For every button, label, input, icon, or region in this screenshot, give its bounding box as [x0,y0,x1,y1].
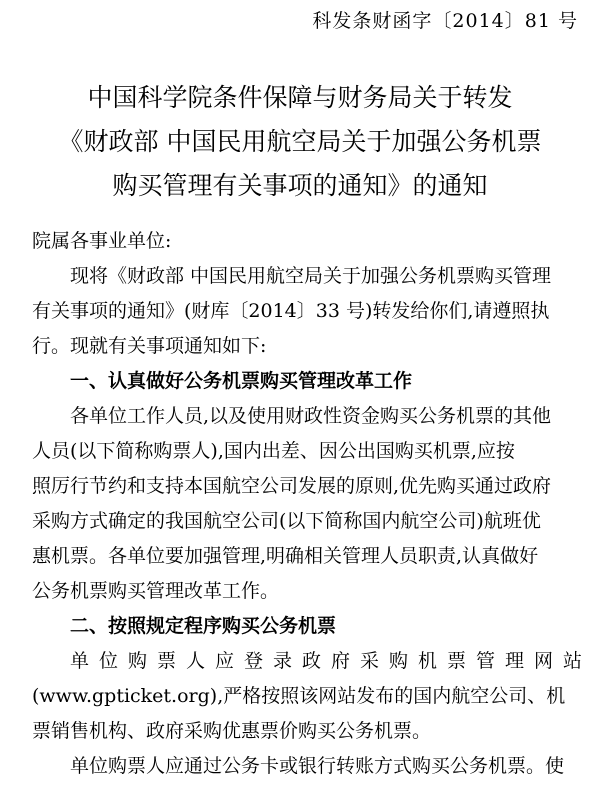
document-title [0,76,600,208]
section-1-line-4: 采购方式确定的我国航空公司(以下简称国内航空公司)航班优 [32,510,541,532]
title-line-1: 中国科学院条件保障与财务局关于转发 [87,83,513,112]
document-number: 科发条财函字〔2014〕81 号 [312,10,578,32]
section-1-line-2: 人员(以下简称购票人),国内出差、因公出国购买机票,应按 [32,440,515,462]
intro-line-3: 行。现就有关事项通知如下: [32,335,267,357]
section-1-line-1: 各单位工作人员,以及使用财政性资金购买公务机票的其他 [70,405,552,427]
document-body [32,224,593,784]
section-1-line-3: 照厉行节约和支持本国航空公司发展的原则,优先购买通过政府 [32,475,552,497]
section-2-heading: 二、按照规定程序购买公务机票 [70,615,337,637]
section-2-p2-line-1: 单位购票人应通过公务卡或银行转账方式购买公务机票。使 [70,755,565,777]
section-1-line-6: 公务机票购买管理改革工作。 [32,580,280,602]
intro-line-1: 现将《财政部 中国民用航空局关于加强公务机票购买管理 [70,265,552,287]
section-2-paragraph-2 [32,749,580,784]
title-line-2: 《财政部 中国民用航空局关于加强公务机票 [58,127,542,156]
section-2-p1-line-2: (www.gpticket.org),严格按照该网站发布的国内航空公司、机 [32,685,566,707]
section-1-heading: 一、认真做好公务机票购买管理改革工作 [70,370,413,392]
salutation: 院属各事业单位: [32,230,172,252]
section-1-paragraph [32,399,580,609]
section-2-p1-line-3: 票销售机构、政府采购优惠票价购买公务机票。 [32,720,432,742]
title-line-3: 购买管理有关事项的通知》的通知 [112,171,488,200]
section-2-p1-line-1: 单位购票人应登录政府采购机票管理网站 [70,650,593,672]
section-1-line-5: 惠机票。各单位要加强管理,明确相关管理人员职责,认真做好 [32,545,539,567]
intro-line-2: 有关事项的通知》(财库〔2014〕33 号)转发给你们,请遵照执 [32,300,550,322]
intro-paragraph [32,259,580,364]
section-2-paragraph-1 [32,644,593,749]
